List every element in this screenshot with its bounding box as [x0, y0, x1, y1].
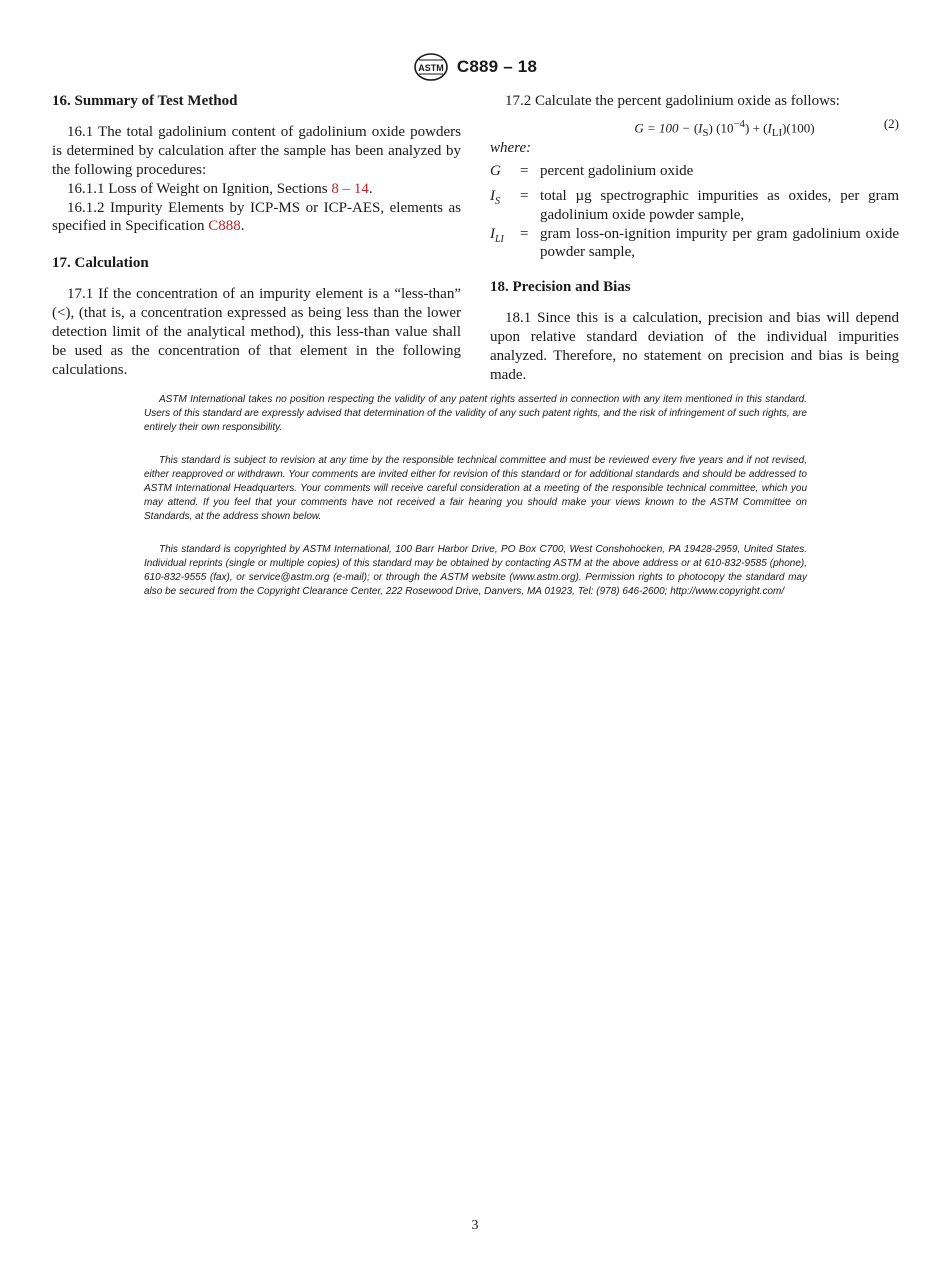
astm-notices [144, 393, 807, 618]
sections-link[interactable]: 8 – 14 [331, 180, 369, 197]
revision-notice: This standard is subject to revision at any time by the responsible technical committee and must be reviewed every five years and if not revised, either reapproved or withdrawn. Your comments are invited either for revision of this standard or for additional standards and should be addressed to ASTM International Headquarters. Your comments will receive careful consideration at a meeting of the responsible technical committee, which you may attend. If you feel that your comments have not received a fair hearing you should make your views known to the ASTM Committee on Standards, at the address shown below. [144, 455, 807, 522]
variable-definitions [490, 162, 899, 263]
paragraph-16-1: 16.1 The total gadolinium content of gadolinium oxide powders is determined by calculation after the sample has been analyzed by the following procedures: [52, 123, 461, 178]
equation-number: (2) [883, 115, 899, 131]
section-17-heading: 17. Calculation [52, 255, 149, 272]
equation-2 [490, 113, 899, 139]
definition-row: G = percent gadolinium oxide [490, 162, 694, 179]
right-column [490, 92, 899, 385]
c888-link[interactable]: C888 [208, 218, 241, 235]
definition-row: $I_S$ = total µg spectrographic impurities as oxides, per gram gadolinium oxide powder sample, [490, 187, 899, 223]
copyright-notice: This standard is copyrighted by ASTM International, 100 Barr Harbor Drive, PO Box C700, West Conshohocken, PA 19428-2959, United States. Individual reprints (single or multiple copies) of this standard may be obtained by contacting ASTM at the above address or at 610-832-9585 (phone), 610-832-9555 (fax), or service@astm.org (e-mail); or through the ASTM website (www.astm.org). Permission rights to photocopy the standard may also be secured from the Copyright Clearance Center, 222 Rosewood Drive, Danvers, MA 01923, Tel: (978) 646-2600; http://www.copyright.com/ [144, 544, 807, 597]
paragraph-16-1-2: 16.1.2 Impurity Elements by ICP-MS or ICP-AES, elements as specified in Specification C888. [52, 199, 461, 235]
paragraph-17-2: 17.2 Calculate the percent gadolinium oxide as follows: [505, 93, 840, 109]
left-column [52, 92, 461, 380]
page-header [0, 52, 950, 82]
astm-logo-icon [413, 52, 449, 82]
section-18-heading: 18. Precision and Bias [490, 279, 631, 296]
equation-body: $G = 100 - (I_S) (10^{-4}) + (I_{LI})(100)$ [634, 117, 815, 139]
paragraph-18-1: 18.1 Since this is a calculation, precision and bias will depend upon relative standard deviation of the individual impurities analyzed. Therefore, no statement on precision and bias is being made. [490, 310, 899, 383]
page-number: 3 [471, 1218, 479, 1233]
svg-text:ASTM: ASTM [418, 63, 444, 73]
section-16-heading: 16. Summary of Test Method [52, 93, 238, 109]
patent-notice: ASTM International takes no position respecting the validity of any patent rights asserted in connection with any item mentioned in this standard. Users of this standard are expressly advised that determination of the validity of any such patent rights, and the risk of infringement of such rights, are entirely their own responsibility. [144, 394, 807, 433]
standard-designation: C889 – 18 [456, 57, 538, 76]
definition-row: $I_{LI}$ = gram loss-on-ignition impurity per gram gadolinium oxide powder sample, [490, 225, 899, 261]
paragraph-16-1-1: 16.1.1 Loss of Weight on Ignition, Sections 8 – 14. [67, 180, 373, 197]
where-label: where: [490, 139, 532, 156]
paragraph-17-1: 17.1 If the concentration of an impurity element is a “less-than” (<), (that is, a concentration expressed as being less than the lower detection limit of the analytical method), this less-than value shall be used as the concentration of that element in the following calculations. [52, 286, 461, 378]
